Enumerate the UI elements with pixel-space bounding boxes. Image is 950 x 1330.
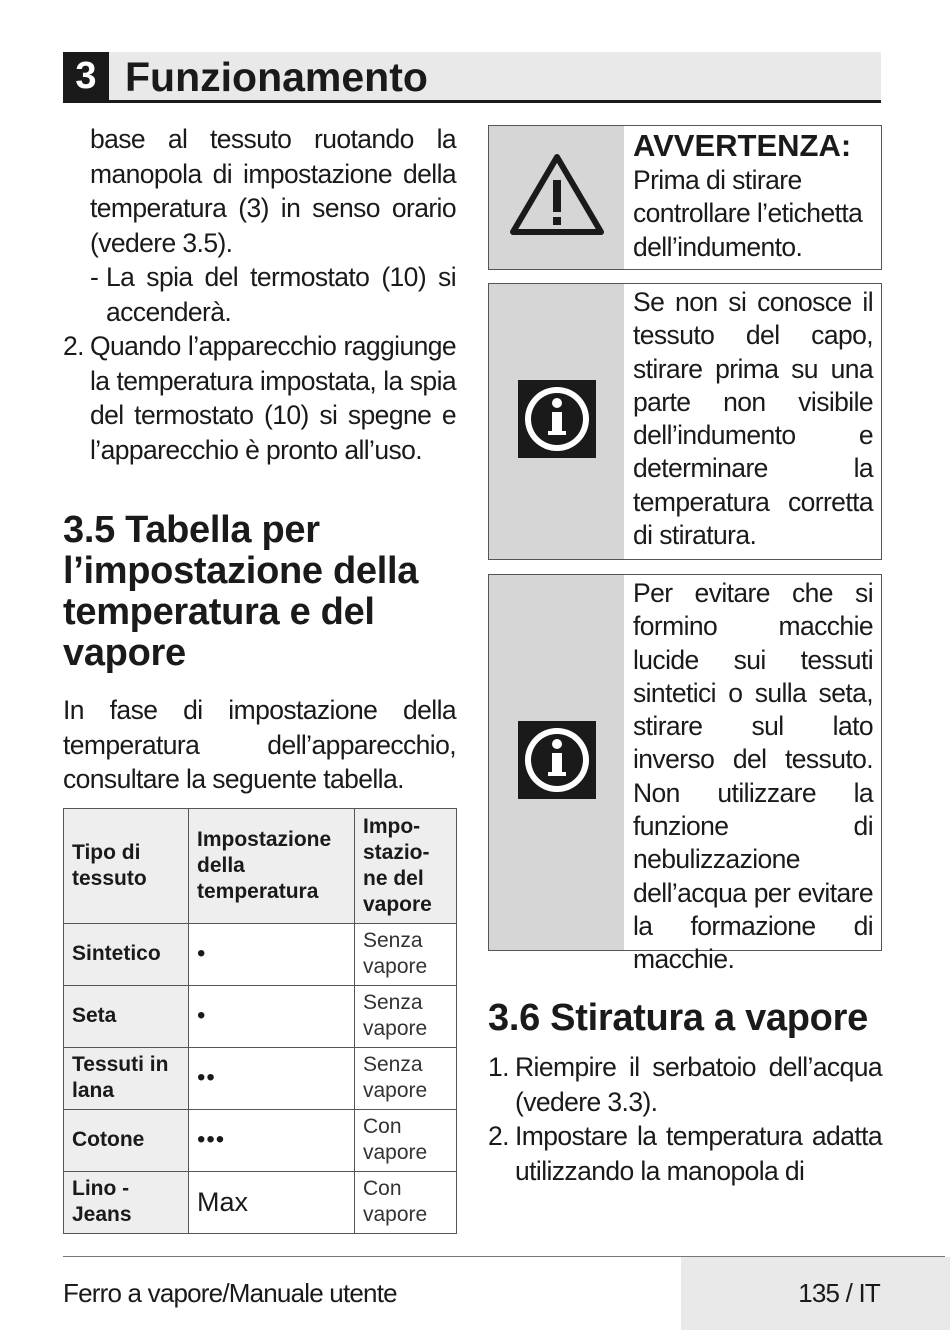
right-column: [488, 125, 882, 1188]
info-text-1: Se non si conosce il tessuto del capo, stirare prima su una parte non visibile dell’indumento e determinare la temperatura corretta di stiratura.: [633, 287, 873, 551]
table-row: [64, 1171, 457, 1233]
item-text: Quando l’apparecchio raggiunge la temperatura impostata, la spia del termostato (10) si spegne e l’apparecchio è pronto all’uso.: [90, 331, 456, 465]
item-number: 2.: [488, 1121, 509, 1151]
warning-text: Prima di stirare controllare l’etichetta dell’indumento.: [633, 165, 863, 262]
chapter-title: Funzionamento: [125, 54, 428, 100]
info-box-1: [488, 283, 882, 560]
dash-marker: -: [90, 262, 99, 292]
warning-text-block: [624, 126, 881, 269]
temperature-table: [63, 808, 457, 1234]
numbered-item-2: [63, 329, 456, 467]
info-icon: [518, 380, 596, 463]
paragraph-continued: base al tessuto ruotando la manopola di impostazione della temperatura (3) in senso orario (vedere 3.5).: [90, 124, 456, 258]
steam-cell: Senza vapore: [355, 923, 457, 985]
info-icon-cell: [489, 575, 624, 950]
item-number: 1.: [488, 1052, 509, 1082]
temp-cell: •••: [189, 1109, 355, 1171]
steam-cell: Senza vapore: [355, 1047, 457, 1109]
fabric-cell: Seta: [64, 985, 189, 1047]
header-temperature: Impostazione della temperatura: [189, 808, 355, 923]
footer-manual-title: Ferro a vapore/Manuale utente: [63, 1278, 397, 1308]
warning-title: AVVERTENZA:: [633, 128, 852, 163]
steam-cell: Senza vapore: [355, 985, 457, 1047]
left-column: [63, 122, 456, 1234]
section-title-3-5: 3.5 Tabella per l’impostazione della temperatura e del vapore: [63, 509, 419, 674]
info-icon: [518, 721, 596, 804]
numbered-item-2: [488, 1119, 882, 1188]
chapter-number: 3: [63, 52, 109, 100]
table-header-row: [64, 808, 457, 923]
info-text-2: Per evitare che si formino macchie lucide sui tessuti sintetici o sulla seta, stirare sul lato inverso del tessuto. Non utilizzare la funzione di nebulizzazione dell’acqua per evitare la formazione di macchie.: [633, 578, 873, 975]
table-row: [64, 1047, 457, 1109]
fabric-cell: Lino - Jeans: [64, 1171, 189, 1233]
fabric-cell: Cotone: [64, 1109, 189, 1171]
header-steam: Impo-stazio-ne del vapore: [355, 808, 457, 923]
item-text: Impostare la temperatura adatta utilizzando la manopola di: [515, 1121, 882, 1186]
table-row: [64, 1109, 457, 1171]
info-box-2: [488, 574, 882, 975]
temp-cell: •: [189, 985, 355, 1047]
fabric-cell: Tessuti in lana: [64, 1047, 189, 1109]
steam-cell: Con vapore: [355, 1171, 457, 1233]
table-row: [64, 923, 457, 985]
item-text: Riempire il serbatoio dell’acqua (vedere 3.3).: [515, 1052, 882, 1117]
warning-triangle-icon: [509, 152, 605, 243]
fabric-cell: Sintetico: [64, 923, 189, 985]
numbered-item-1: [488, 1050, 882, 1119]
chapter-header: [63, 52, 881, 103]
temp-cell: •: [189, 923, 355, 985]
table-row: [64, 985, 457, 1047]
item-number: 2.: [63, 331, 84, 361]
table-intro: In fase di impostazione della temperatura dell’apparecchio, consultare la seguente tabella.: [63, 695, 456, 794]
section-title-3-6: 3.6 Stiratura a vapore: [488, 997, 868, 1039]
dash-list-item: [63, 260, 456, 329]
temp-cell: ••: [189, 1047, 355, 1109]
footer-page-number: 135 / IT: [798, 1278, 880, 1308]
warning-icon-cell: [489, 126, 624, 269]
warning-box: [488, 125, 882, 270]
info-icon-cell: [489, 284, 624, 559]
temp-cell: Max: [189, 1171, 355, 1233]
dash-item-text: La spia del termostato (10) si accenderà.: [106, 262, 456, 327]
header-fabric: Tipo di tessuto: [64, 808, 189, 923]
steam-cell: Con vapore: [355, 1109, 457, 1171]
